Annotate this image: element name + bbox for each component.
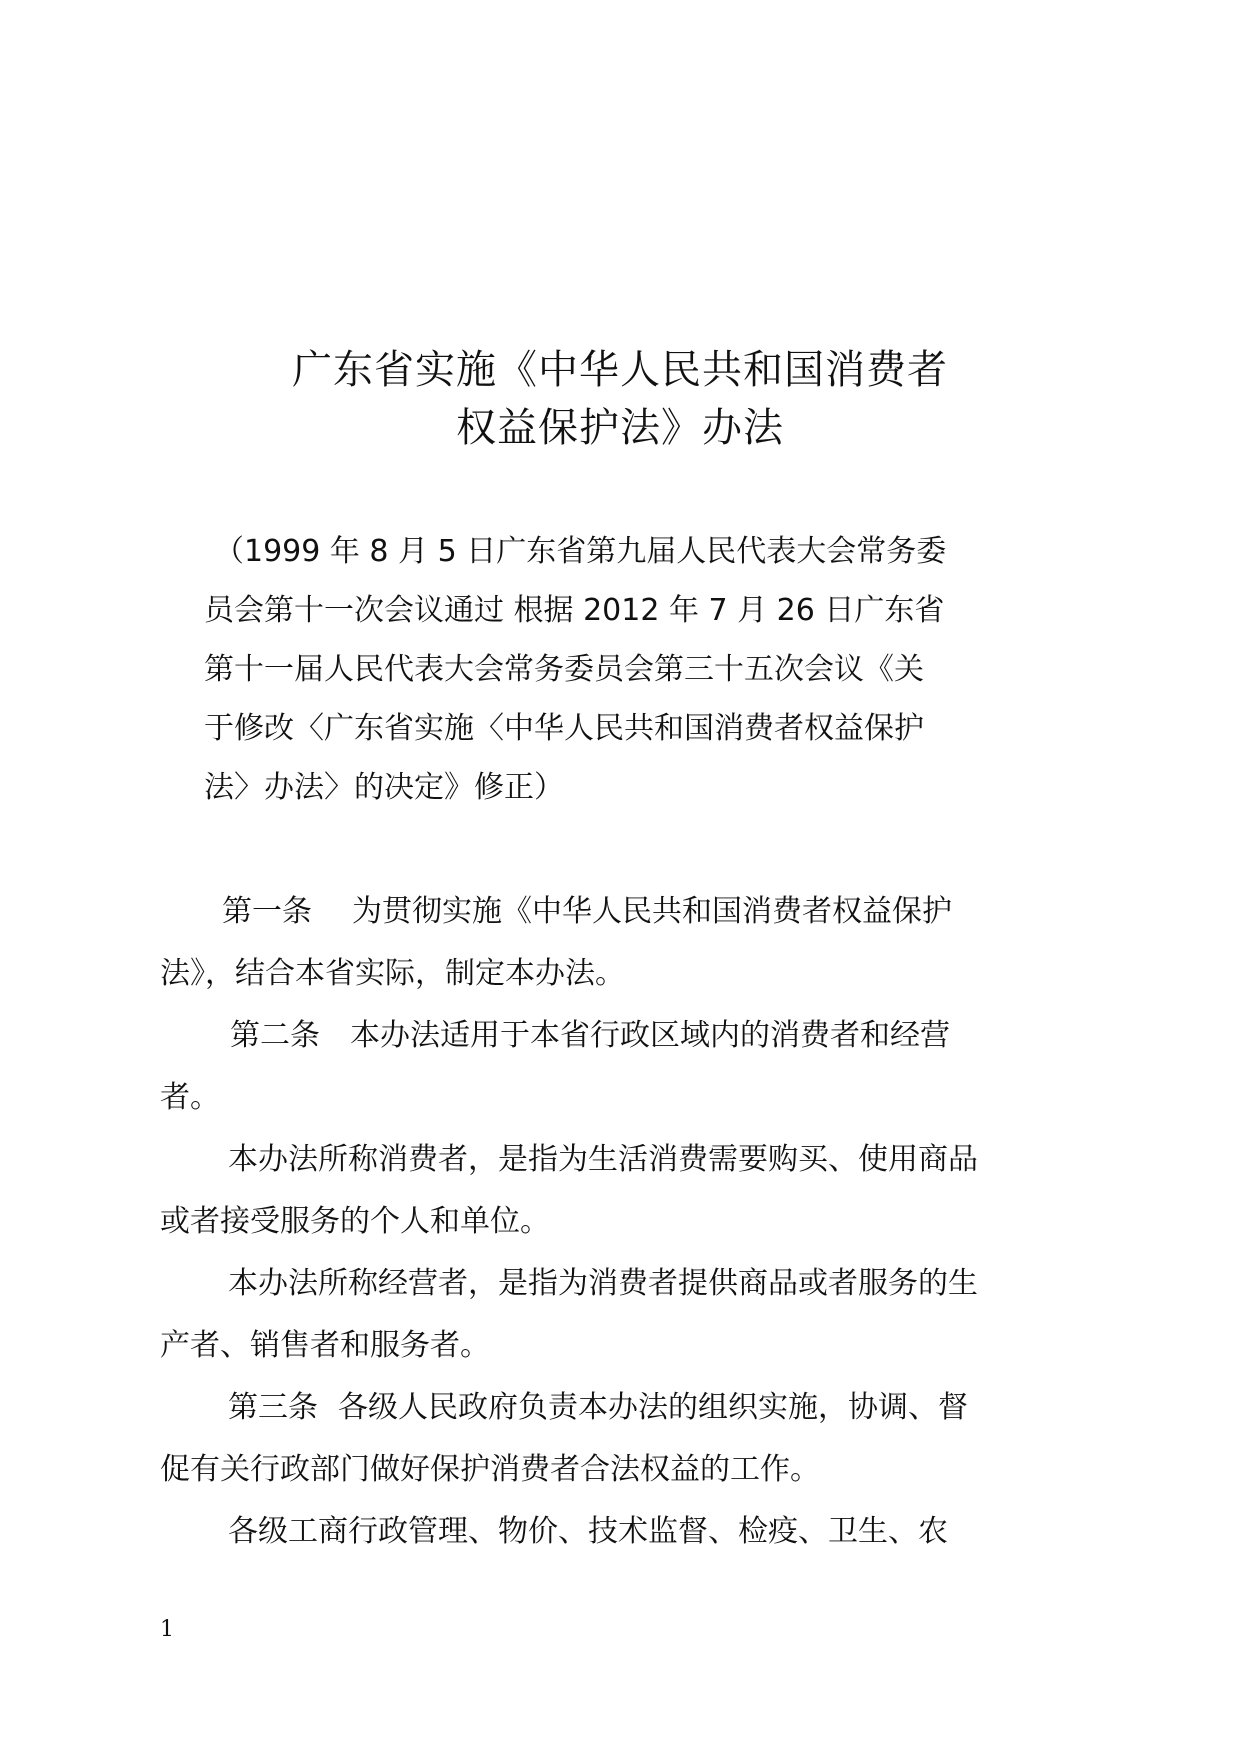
- article-2-line-1: [230, 1016, 950, 1056]
- article-3-line-1: [228, 1388, 968, 1428]
- article-1-line-2: 法》，结合本省实际，制定本办法。: [160, 956, 625, 991]
- title-line-2: 权益保护法》办法: [456, 405, 784, 451]
- article-2-line-2: 者。: [160, 1080, 220, 1115]
- page-number: 1: [160, 1617, 174, 1642]
- note-line-2: 员会第十一次会议通过 根据 2012 年 7 月 26 日广东省: [204, 593, 945, 628]
- consumer-definition-line-2: 或者接受服务的个人和单位。: [160, 1204, 550, 1239]
- operator-definition-line-2: 产者、销售者和服务者。: [160, 1328, 490, 1363]
- note-line-5: 法〉办法〉的决定》修正）: [204, 770, 564, 805]
- departments-line-1: 各级工商行政管理、物价、技术监督、检疫、卫生、农: [228, 1514, 948, 1549]
- note-line-4: 于修改〈广东省实施〈中华人民共和国消费者权益保护: [204, 711, 924, 746]
- article-3-line-2: 促有关行政部门做好保护消费者合法权益的工作。: [160, 1452, 820, 1487]
- article-3-label: 第三条: [228, 1390, 318, 1425]
- title-line-1: 广东省实施《中华人民共和国消费者: [292, 347, 948, 393]
- note-line-3: 第十一届人民代表大会常务委员会第三十五次会议《关: [204, 652, 924, 687]
- article-2-label: 第二条: [230, 1018, 320, 1053]
- consumer-definition-line-1: 本办法所称消费者，是指为生活消费需要购买、使用商品: [228, 1142, 978, 1177]
- article-2-text: 本办法适用于本省行政区域内的消费者和经营: [350, 1018, 950, 1053]
- note-line-1: （1999 年 8 月 5 日广东省第九届人民代表大会常务委: [214, 534, 947, 569]
- article-1-label: 第一条: [222, 894, 312, 929]
- article-1-text: 为贯彻实施《中华人民共和国消费者权益保护: [352, 894, 952, 929]
- operator-definition-line-1: 本办法所称经营者，是指为消费者提供商品或者服务的生: [228, 1266, 978, 1301]
- article-3-text: 各级人民政府负责本办法的组织实施，协调、督: [338, 1390, 968, 1425]
- article-1-line-1: [222, 892, 952, 932]
